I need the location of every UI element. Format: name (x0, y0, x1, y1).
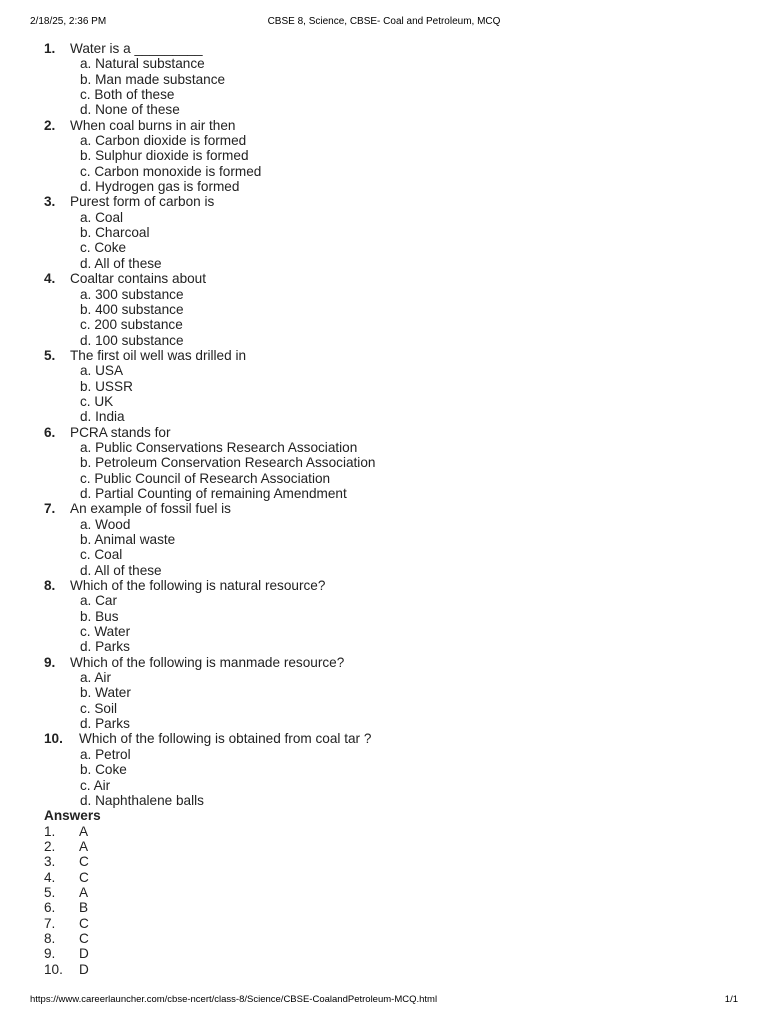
question-number: 2. (44, 117, 56, 133)
page-title: CBSE 8, Science, CBSE- Coal and Petroleum, MCQ (267, 16, 501, 27)
answer-value: C (79, 930, 89, 946)
answer-value: C (79, 915, 89, 931)
answer-row (44, 839, 728, 854)
answer-row (44, 916, 728, 931)
answer-number: 1. (44, 823, 56, 839)
question-option: d. None of these (80, 102, 180, 118)
question-number: 7. (44, 501, 56, 517)
question-number: 1. (44, 41, 56, 56)
answer-value: C (79, 869, 89, 885)
question-option: a. Natural substance (80, 56, 205, 72)
question-option: b. Coke (80, 762, 127, 778)
question-row (44, 194, 728, 209)
question-row (44, 655, 728, 670)
answer-list (44, 824, 728, 977)
question-item (44, 348, 728, 425)
question-item (44, 655, 728, 732)
answer-value: B (79, 900, 89, 916)
question-row (44, 348, 728, 363)
question-option: d. All of these (80, 562, 162, 578)
question-option: a. Wood (80, 516, 131, 532)
question-item (44, 578, 728, 655)
question-option: d. India (80, 409, 125, 425)
question-option: d. Parks (80, 639, 130, 655)
question-option: c. Water (80, 624, 131, 640)
question-text: When coal burns in air then (70, 117, 236, 133)
answer-number: 9. (44, 946, 56, 962)
answer-value: A (79, 884, 89, 900)
answer-row (44, 962, 728, 977)
question-option: b. Water (80, 685, 131, 701)
question-row (44, 271, 728, 286)
answer-number: 3. (44, 854, 56, 870)
question-option: c. Coal (80, 547, 123, 563)
answer-value: A (79, 838, 89, 854)
question-option: b. Petroleum Conservation Research Association (80, 455, 376, 471)
answers-heading: Answers (44, 808, 101, 824)
question-row (44, 501, 728, 516)
answer-row (44, 946, 728, 961)
source-url: https://www.careerlauncher.com/cbse-ncert/class-8/Science/CBSE-CoalandPetroleum-MCQ.html (30, 994, 438, 1005)
answer-number: 4. (44, 869, 56, 885)
question-option: c. Coke (80, 240, 127, 256)
question-option: b. 400 substance (80, 301, 184, 317)
question-option: d. Parks (80, 716, 130, 732)
page-number: 1/1 (724, 994, 738, 1005)
question-option: a. Air (80, 670, 111, 686)
answer-value: D (79, 961, 89, 977)
question-option: a. Carbon dioxide is formed (80, 133, 247, 149)
answer-row (44, 824, 728, 839)
question-option: a. Coal (80, 209, 124, 225)
answer-number: 6. (44, 900, 56, 916)
question-text: Which of the following is natural resource? (70, 578, 326, 594)
question-option: b. Sulphur dioxide is formed (80, 148, 249, 164)
question-text: The first oil well was drilled in (70, 347, 247, 363)
question-text: Water is a _________ (70, 41, 203, 56)
question-text: An example of fossil fuel is (70, 501, 231, 517)
answer-value: D (79, 946, 89, 962)
answer-number: 7. (44, 915, 56, 931)
answer-row (44, 931, 728, 946)
question-item (44, 731, 728, 808)
answer-number: 2. (44, 838, 56, 854)
question-row (44, 425, 728, 440)
question-option: b. Charcoal (80, 225, 150, 241)
question-option: d. All of these (80, 255, 162, 271)
question-item (44, 41, 728, 118)
question-row (44, 41, 728, 56)
question-option: a. Car (80, 593, 118, 609)
question-option: a. 300 substance (80, 286, 184, 302)
question-number: 10. (44, 731, 63, 747)
question-option: d. Hydrogen gas is formed (80, 179, 240, 195)
question-option: a. Public Conservations Research Association (80, 439, 358, 455)
question-option: c. 200 substance (80, 317, 183, 333)
question-number: 6. (44, 424, 56, 440)
question-option: b. USSR (80, 378, 133, 394)
question-option: c. Both of these (80, 87, 175, 103)
question-text: Purest form of carbon is (70, 194, 215, 210)
answers-section (44, 808, 728, 977)
answer-row (44, 854, 728, 869)
question-option: b. Man made substance (80, 71, 226, 87)
question-number: 3. (44, 194, 56, 210)
question-item (44, 194, 728, 271)
question-option: c. Soil (80, 700, 118, 716)
question-option: c. Carbon monoxide is formed (80, 163, 262, 179)
question-option: d. Naphthalene balls (80, 792, 204, 808)
question-list (44, 41, 728, 808)
question-number: 9. (44, 654, 56, 670)
question-option: d. 100 substance (80, 332, 184, 348)
answer-number: 8. (44, 930, 56, 946)
answer-row (44, 870, 728, 885)
question-text: Coaltar contains about (70, 271, 207, 287)
question-option: c. UK (80, 393, 114, 409)
question-item (44, 271, 728, 348)
question-option: b. Animal waste (80, 532, 176, 547)
question-number: 4. (44, 271, 56, 287)
answer-value: C (79, 854, 89, 870)
answer-row (44, 900, 728, 915)
print-footer (30, 994, 738, 1006)
question-text: Which of the following is manmade resource? (70, 654, 345, 670)
question-row (44, 731, 728, 746)
question-option: d. Partial Counting of remaining Amendment (80, 485, 347, 501)
question-item (44, 501, 728, 578)
question-number: 8. (44, 578, 56, 594)
question-option: a. USA (80, 363, 124, 379)
question-item (44, 425, 728, 502)
answer-row (44, 885, 728, 900)
question-row (44, 118, 728, 133)
answer-number: 10. (44, 961, 63, 977)
mcq-content (44, 41, 728, 977)
answer-value: A (79, 823, 89, 839)
question-option: c. Public Council of Research Association (80, 470, 331, 486)
question-row (44, 578, 728, 593)
question-option: a. Petrol (80, 746, 131, 762)
question-text: PCRA stands for (70, 424, 171, 440)
question-option: c. Air (80, 777, 111, 793)
print-header (30, 16, 738, 30)
question-text: Which of the following is obtained from coal tar ? (79, 731, 372, 747)
question-item (44, 118, 728, 195)
question-number: 5. (44, 347, 56, 363)
print-datetime: 2/18/25, 2:36 PM (30, 16, 107, 27)
question-option: b. Bus (80, 608, 119, 624)
answer-number: 5. (44, 884, 56, 900)
